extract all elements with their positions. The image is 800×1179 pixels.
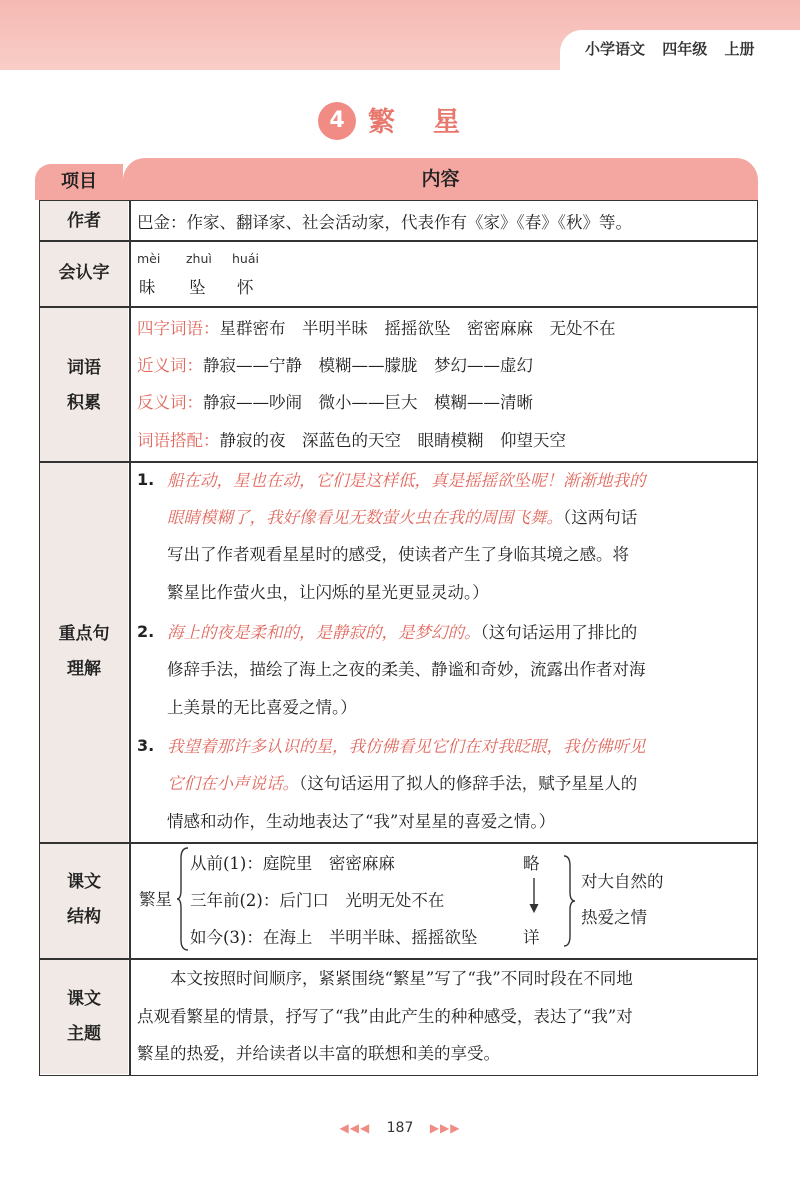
structure-branch: 三年前(2)：后门口 光明无处不在 [190, 891, 445, 910]
column-separator [129, 200, 131, 1076]
lesson-number: 4 [318, 102, 356, 140]
page-number: 187 [386, 1120, 414, 1136]
sentence-number: 1. [137, 470, 155, 489]
right-brace [562, 854, 576, 948]
sentence-line: 写出了作者观看星星时的感受，使读者产生了身临其境之感。将 [167, 545, 629, 564]
sentence-line: 海上的夜是柔和的，是静寂的，是梦幻的。（这句话运用了排比的 [167, 623, 638, 642]
arrow-top-label: 略 [523, 854, 540, 873]
column-header-item: 项目 [35, 164, 123, 200]
sentence-line: 眼睛模糊了，我好像看见无数萤火虫在我的周围飞舞。（这两句话 [167, 508, 638, 527]
right-arrows-icon: ▶▶▶ [429, 1121, 461, 1135]
sentence-line: 上美景的无比喜爱之情。） [167, 698, 357, 717]
row-divider [39, 842, 758, 844]
structure-branch: 从前(1)：庭院里 密密麻麻 [190, 854, 395, 873]
pinyin-zhui: zhuì [186, 251, 212, 266]
structure-conclusion-1: 对大自然的 [581, 872, 664, 891]
sentences-label-1: 重点句 [58, 624, 110, 644]
down-arrow-icon [528, 876, 540, 916]
chars-label: 会认字 [58, 263, 110, 283]
sentence-line: 它们在小声说话。（这句话运用了拟人的修辞手法，赋予星星人的 [167, 774, 638, 793]
char-huai: 怀 [237, 278, 254, 297]
vocab-row: 反义词：静寂——吵闹 微小——巨大 模糊——清晰 [137, 393, 533, 412]
lesson-title: 繁星 [368, 107, 498, 138]
row-divider [39, 240, 758, 242]
sentence-number: 3. [137, 736, 155, 755]
left-arrows-icon: ◀◀◀ [339, 1121, 371, 1135]
left-brace [176, 846, 190, 952]
vocab-row: 四字词语：星群密布 半明半昧 摇摇欲坠 密密麻麻 无处不在 [137, 319, 616, 338]
arrow-bottom-label: 详 [523, 928, 540, 947]
page-footer [0, 1120, 800, 1136]
theme-line: 点观看繁星的情景，抒写了“我”由此产生的种种感受，表达了“我”对 [137, 1007, 633, 1026]
structure-root: 繁星 [139, 890, 172, 909]
sentences-label-2: 理解 [67, 659, 101, 679]
structure-conclusion-2: 热爱之情 [581, 908, 647, 927]
sentence-line: 船在动，星也在动，它们是这样低，真是摇摇欲坠呢！渐渐地我的 [167, 471, 646, 490]
vocab-label-1: 词语 [67, 358, 101, 378]
theme-line: 繁星的热爱，并给读者以丰富的联想和美的享受。 [137, 1044, 500, 1063]
structure-label-2: 结构 [67, 907, 101, 927]
row-divider [39, 461, 758, 463]
char-mei: 昧 [139, 278, 156, 297]
vocab-label-2: 积累 [67, 393, 101, 413]
grade: 四年级 [662, 40, 708, 58]
theme-label-2: 主题 [67, 1024, 101, 1044]
sentence-line: 我望着那许多认识的星，我仿佛看见它们在对我眨眼，我仿佛听见 [167, 737, 646, 756]
row-divider [39, 958, 758, 960]
pinyin-huai: huái [232, 251, 259, 266]
volume: 上册 [724, 40, 755, 58]
theme-line: 本文按照时间顺序，紧紧围绕“繁星”写了“我”不同时段在不同地 [170, 969, 633, 988]
subject: 小学语文 [585, 40, 646, 58]
sentence-line: 繁星比作萤火虫，让闪烁的星光更显灵动。） [167, 583, 489, 602]
char-zhui: 坠 [189, 278, 206, 297]
theme-label-1: 课文 [67, 989, 101, 1009]
vocab-row: 近义词：静寂——宁静 模糊——朦胧 梦幻——虚幻 [137, 356, 533, 375]
author-label: 作者 [67, 211, 101, 231]
vocab-row: 词语搭配：静寂的夜 深蓝色的天空 眼睛模糊 仰望天空 [137, 431, 566, 450]
row-divider [39, 306, 758, 308]
book-header [585, 38, 767, 59]
pinyin-mei: mèi [137, 251, 161, 266]
structure-label-1: 课文 [67, 872, 101, 892]
column-header-content: 内容 [123, 158, 758, 200]
structure-branch: 如今(3)：在海上 半明半昧、摇摇欲坠 [190, 928, 478, 947]
sentence-line: 情感和动作，生动地表达了“我”对星星的喜爱之情。） [167, 812, 556, 831]
sentence-number: 2. [137, 622, 155, 641]
author-text: 巴金：作家、翻译家、社会活动家，代表作有《家》《春》《秋》等。 [137, 213, 632, 232]
sentence-line: 修辞手法，描绘了海上之夜的柔美、静谧和奇妙，流露出作者对海 [167, 660, 646, 679]
